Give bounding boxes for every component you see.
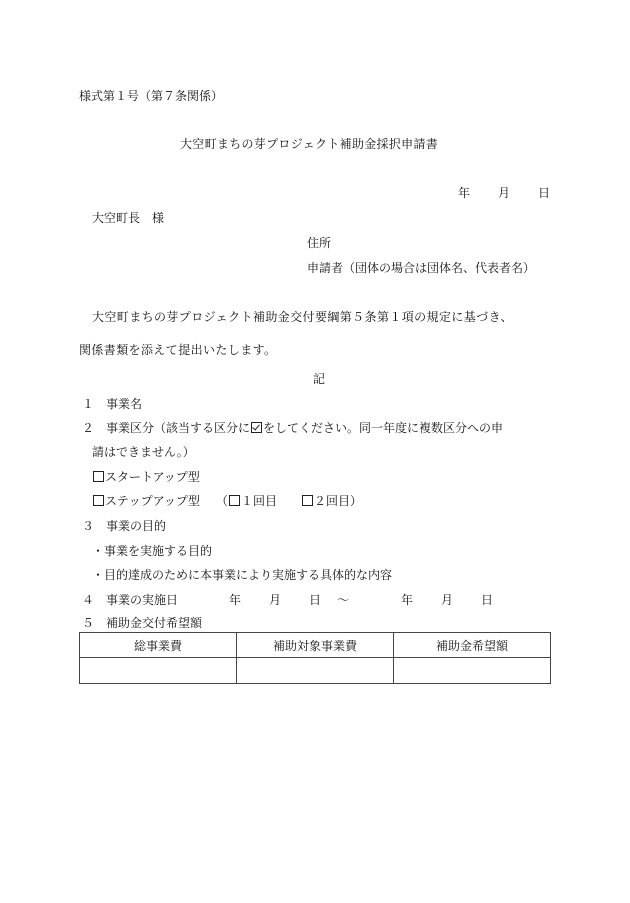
- ki-heading: 記: [313, 372, 326, 386]
- item-1: [82, 397, 142, 411]
- item-4-label: 事業の実施日: [106, 593, 179, 607]
- applicant-name-label: 申請者（団体の場合は団体名、代表者名）: [307, 261, 536, 275]
- item-3-bullet-2: ・目的達成のために本事業により実施する具体的な内容: [92, 568, 393, 582]
- body-line-2: 関係書類を添えて提出いたします。: [79, 343, 277, 357]
- round1-label: １回目: [240, 494, 277, 508]
- round-open-paren: （: [215, 494, 228, 508]
- item-5-number: ５: [82, 616, 95, 630]
- end-month: 月: [441, 593, 454, 607]
- item-2-label-after: をしてください。同一年度に複数区分への申: [263, 421, 504, 435]
- start-day: 日: [309, 593, 322, 607]
- end-day: 日: [481, 593, 494, 607]
- item-3-bullet-1: ・事業を実施する目的: [92, 544, 213, 558]
- option-startup: [92, 470, 200, 484]
- option-stepup: [92, 494, 362, 508]
- item-1-number: １: [82, 397, 95, 411]
- round2-checkbox[interactable]: [302, 495, 313, 506]
- date-day: 日: [538, 186, 551, 200]
- startup-checkbox[interactable]: [93, 471, 104, 482]
- document-title: 大空町まちの芽プロジェクト補助金採択申請書: [180, 137, 439, 151]
- round2-label: ２回目）: [313, 494, 362, 508]
- table-row: [80, 658, 551, 684]
- item-4: [82, 593, 178, 607]
- header-requested-amount: 補助金希望額: [394, 633, 551, 658]
- item-3-number: ３: [82, 519, 95, 533]
- item-2-number: ２: [82, 421, 95, 435]
- item-5: [82, 616, 202, 630]
- form-number: 様式第１号（第７条関係）: [79, 89, 224, 103]
- start-year: 年: [229, 593, 242, 607]
- item-2-label-before: 事業区分（該当する区分に: [106, 421, 251, 435]
- start-month: 月: [269, 593, 282, 607]
- address-label: 住所: [307, 236, 332, 250]
- date-range-tilde: ～: [337, 593, 350, 607]
- date-line: [458, 186, 550, 200]
- item-4-end-date: [401, 593, 493, 607]
- item-2-label-continuation: 請はできません。）: [92, 445, 195, 459]
- startup-label: スタートアップ型: [105, 470, 200, 484]
- item-3: [82, 519, 166, 533]
- body-line-1: 大空町まちの芽プロジェクト補助金交付要綱第５条第１項の規定に基づき、: [92, 310, 513, 324]
- checked-checkbox-icon: [251, 422, 262, 433]
- item-2: [82, 421, 503, 435]
- round1-checkbox[interactable]: [229, 495, 240, 506]
- eligible-cost-cell[interactable]: [237, 658, 394, 684]
- stepup-label: ステップアップ型: [105, 494, 200, 508]
- item-5-label: 補助金交付希望額: [106, 616, 203, 630]
- item-3-label: 事業の目的: [106, 519, 167, 533]
- addressee: 大空町長 様: [92, 211, 165, 225]
- stepup-checkbox[interactable]: [93, 495, 104, 506]
- header-total-cost: 総事業費: [80, 633, 237, 658]
- total-cost-cell[interactable]: [80, 658, 237, 684]
- table-header-row: [80, 633, 551, 658]
- date-year: 年: [458, 186, 471, 200]
- date-month: 月: [498, 186, 511, 200]
- header-eligible-cost: 補助対象事業費: [237, 633, 394, 658]
- item-4-start-date: [229, 593, 349, 607]
- subsidy-amount-table: [79, 632, 551, 684]
- end-year: 年: [401, 593, 414, 607]
- item-1-label: 事業名: [106, 397, 143, 411]
- item-4-number: ４: [82, 593, 95, 607]
- requested-amount-cell[interactable]: [394, 658, 551, 684]
